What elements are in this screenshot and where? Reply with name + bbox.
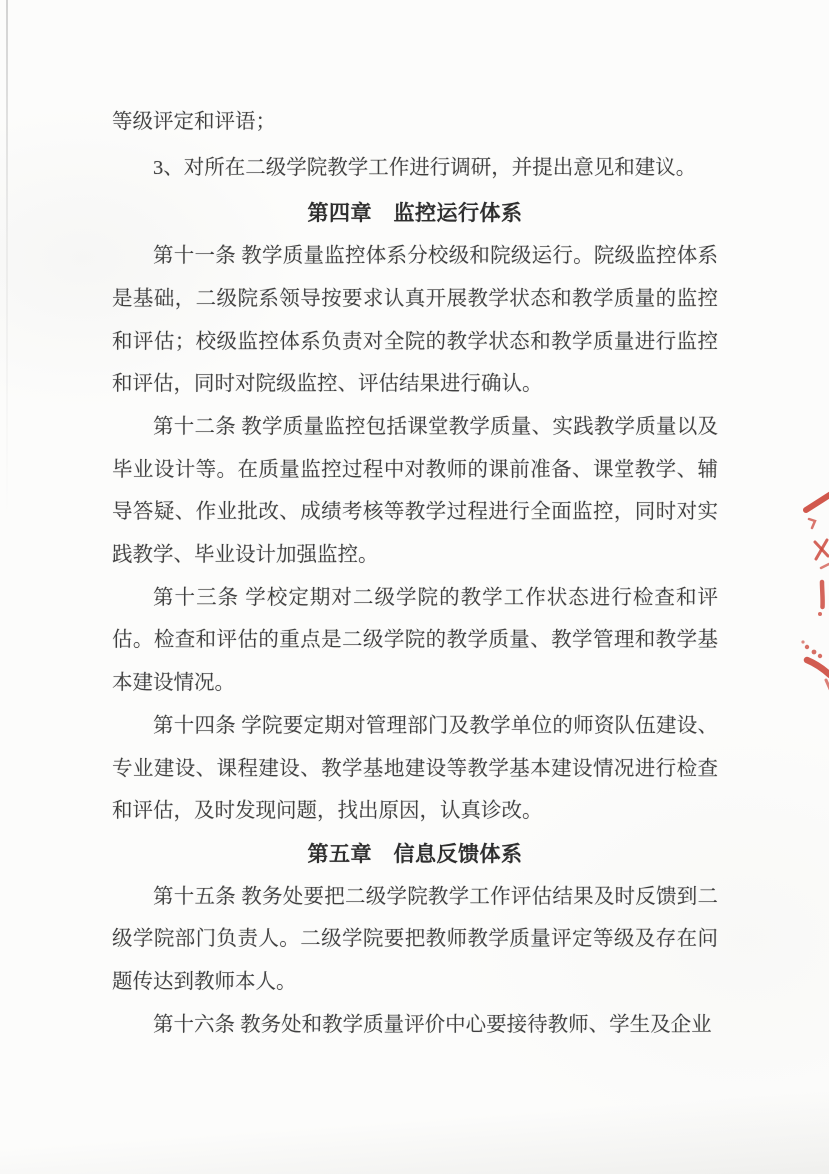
paragraph-continuation: 等级评定和评语；: [112, 111, 276, 133]
red-seal-stamp-icon: [779, 479, 829, 694]
document-body: [112, 101, 718, 1046]
article-16: 第十六条 教务处和教学质量评价中心要接待教师、学生及企业: [153, 1013, 712, 1036]
article-11: 第十一条 教学质量监控体系分校级和院级运行。院级监控体系是基础，二级院系领导按要求认真开展教学状态和教学质量的监控和评估；校级监控体系负责对全院的教学状态和教学质量进行监控和评估，同时对院级监控、评估结果进行确认。: [112, 245, 718, 396]
chapter-heading-5: 第五章 信息反馈体系: [307, 841, 523, 866]
scan-edge-artifact: [6, 0, 8, 520]
numbered-item-3: 3、对所在二级学院教学工作进行调研，并提出意见和建议。: [153, 156, 697, 179]
paper-bottom-shadow: [0, 1079, 829, 1174]
article-13: 第十三条 学校定期对二级学院的教学工作状态进行检查和评估。检查和评估的重点是二级学院的教学质量、教学管理和教学基本建设情况。: [112, 586, 718, 695]
article-15: 第十五条 教务处要把二级学院教学工作评估结果及时反馈到二级学院部门负责人。二级学院要把教师教学质量评定等级及存在问题传达到教师本人。: [112, 885, 718, 994]
chapter-heading-4: 第四章 监控运行体系: [307, 201, 523, 226]
article-14: 第十四条 学院要定期对管理部门及教学单位的师资队伍建设、专业建设、课程建设、教学基地建设等教学基本建设情况进行检查和评估，及时发现问题，找出原因，认真诊改。: [112, 714, 718, 823]
article-12: 第十二条 教学质量监控包括课堂教学质量、实践教学质量以及毕业设计等。在质量监控过程中对教师的课前准备、课堂教学、辅导答疑、作业批改、成绩考核等教学过程进行全面监控，同时对实践教学、毕业设计加强监控。: [112, 415, 718, 567]
